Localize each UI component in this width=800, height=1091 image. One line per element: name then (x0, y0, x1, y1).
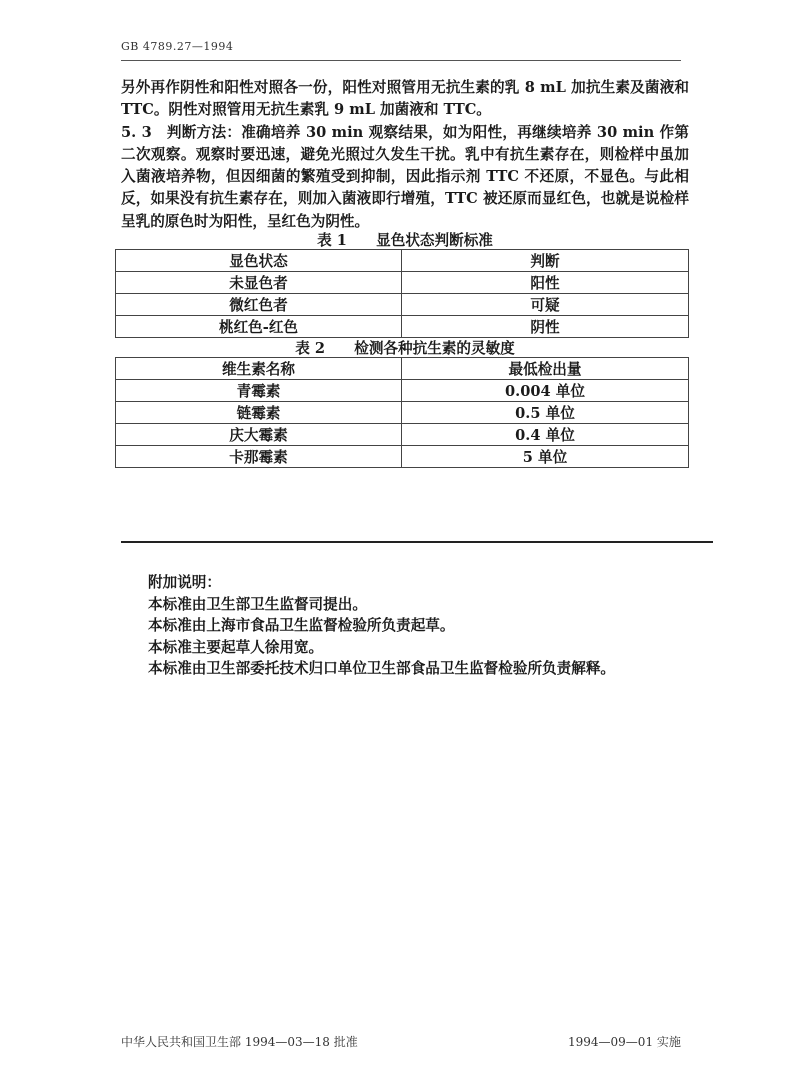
table1-caption: 表 1 显色状态判断标准 (317, 232, 493, 249)
table-cell: 青霉素 (116, 380, 402, 402)
approval-note: 中华人民共和国卫生部 1994—03—18 批准 (121, 1035, 358, 1049)
appendix-line: 本标准由上海市食品卫生监督检验所负责起草。 (148, 617, 455, 634)
table-row (116, 402, 689, 424)
table-row (116, 424, 689, 446)
color-judgment-table (115, 249, 689, 338)
appendix-title: 附加说明： (148, 574, 221, 591)
appendix-line: 本标准主要起草人徐用宽。 (148, 638, 324, 656)
implementation-date: 1994—09—01 实施 (568, 1035, 681, 1049)
table-cell: 阴性 (402, 316, 689, 338)
standard-code: GB 4789.27—1994 (121, 40, 234, 53)
table-row (116, 294, 689, 316)
appendix-line: 本标准由卫生部卫生监督司提出。 (148, 595, 367, 613)
table-row (116, 446, 689, 468)
table-cell: 可疑 (402, 294, 689, 316)
control-paragraph: 另外再作阴性和阳性对照各一份，阳性对照管用无抗生素的乳 8 mL 加抗生素及菌液和 TTC。阴性对照管用无抗生素乳 9 mL 加菌液和 TTC。 (121, 79, 689, 119)
table2-caption: 表 2 检测各种抗生素的灵敏度 (295, 340, 515, 357)
table-row (116, 272, 689, 294)
table-header-row (116, 250, 689, 272)
header-divider (121, 60, 681, 61)
table-header-row (116, 358, 689, 380)
table-cell: 0.5 单位 (402, 402, 689, 424)
appendix (148, 572, 708, 680)
table-row (116, 380, 689, 402)
table-cell: 5 单位 (402, 446, 689, 468)
table-header-cell: 判断 (402, 250, 689, 272)
table-cell: 桃红色-红色 (116, 316, 402, 338)
appendix-line: 本标准由卫生部委托技术归口单位卫生部食品卫生监督检验所负责解释。 (148, 660, 616, 677)
table-cell: 0.4 单位 (402, 424, 689, 446)
table-header-cell: 显色状态 (116, 250, 402, 272)
body-text (121, 77, 689, 233)
table-cell: 微红色者 (116, 294, 402, 316)
judgment-method-paragraph: 5. 3 判断方法：准确培养 30 min 观察结果，如为阳性，再继续培养 30 min 作第二次观察。观察时要迅速，避免光照过久发生干扰。乳中有抗生素存在，则检样中虽加入菌液培养物，但因细菌的繁殖受到抑制，因此指示剂 TTC 不还原，不显色。与此相反，如果没有抗生素存在，则加入菌液即行增殖，TTC 被还原而显红色，也就是说检样呈乳的原色时为阳性，呈红色为阴性。 (121, 123, 689, 230)
table-header-cell: 维生素名称 (116, 358, 402, 380)
section-divider (121, 541, 713, 543)
table-cell: 未显色者 (116, 272, 402, 294)
table-row (116, 316, 689, 338)
table-cell: 链霉素 (116, 402, 402, 424)
table-cell: 阳性 (402, 272, 689, 294)
table-cell: 卡那霉素 (116, 446, 402, 468)
table-header-cell: 最低检出量 (402, 358, 689, 380)
table-cell: 庆大霉素 (116, 424, 402, 446)
sensitivity-table (115, 357, 689, 468)
table-cell: 0.004 单位 (402, 380, 689, 402)
